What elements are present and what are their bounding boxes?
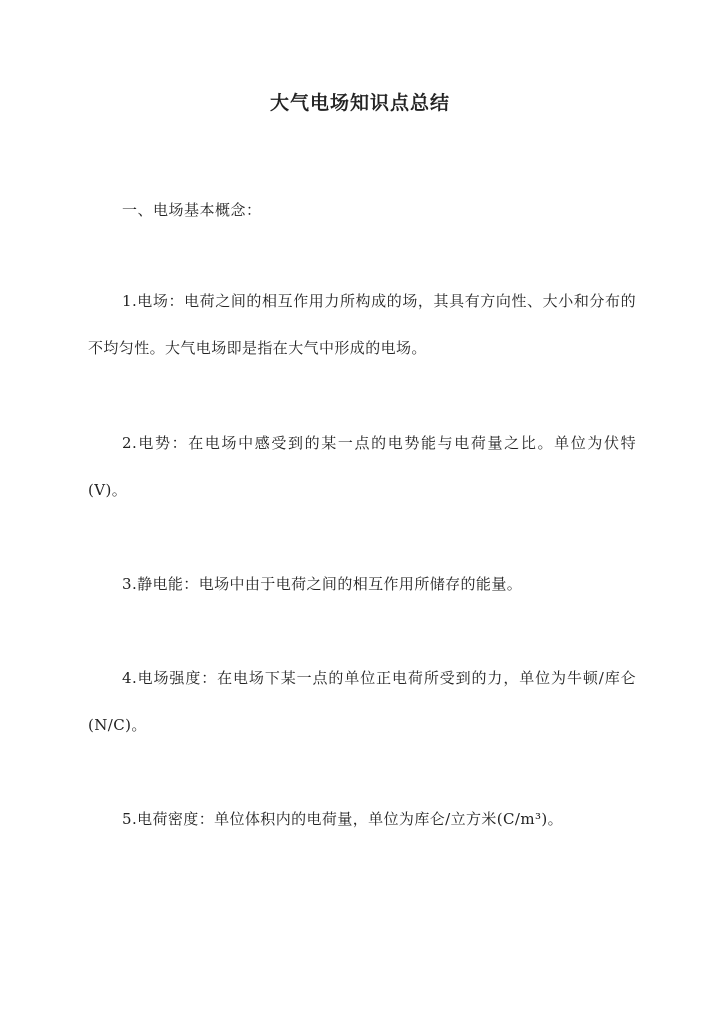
paragraph-electric-field: 1.电场：电荷之间的相互作用力所构成的场，其具有方向性、大小和分布的不均匀性。大气电场即是指在大气中形成的电场。: [88, 292, 636, 357]
paragraph-charge-density: 5.电荷密度：单位体积内的电荷量，单位为库仑/立方米(C/m³)。: [122, 810, 564, 828]
paragraph-electrostatic-energy: 3.静电能：电场中由于电荷之间的相互作用所储存的能量。: [122, 575, 523, 593]
section-heading: 一、电场基本概念：: [122, 201, 262, 219]
paragraph-electric-potential: 2.电势：在电场中感受到的某一点的电势能与电荷量之比。单位为伏特(V)。: [88, 434, 636, 499]
paragraph-field-strength: 4.电场强度：在电场下某一点的单位正电荷所受到的力，单位为牛顿/库仑(N/C)。: [88, 669, 636, 734]
document-title: 大气电场知识点总结: [269, 92, 450, 114]
